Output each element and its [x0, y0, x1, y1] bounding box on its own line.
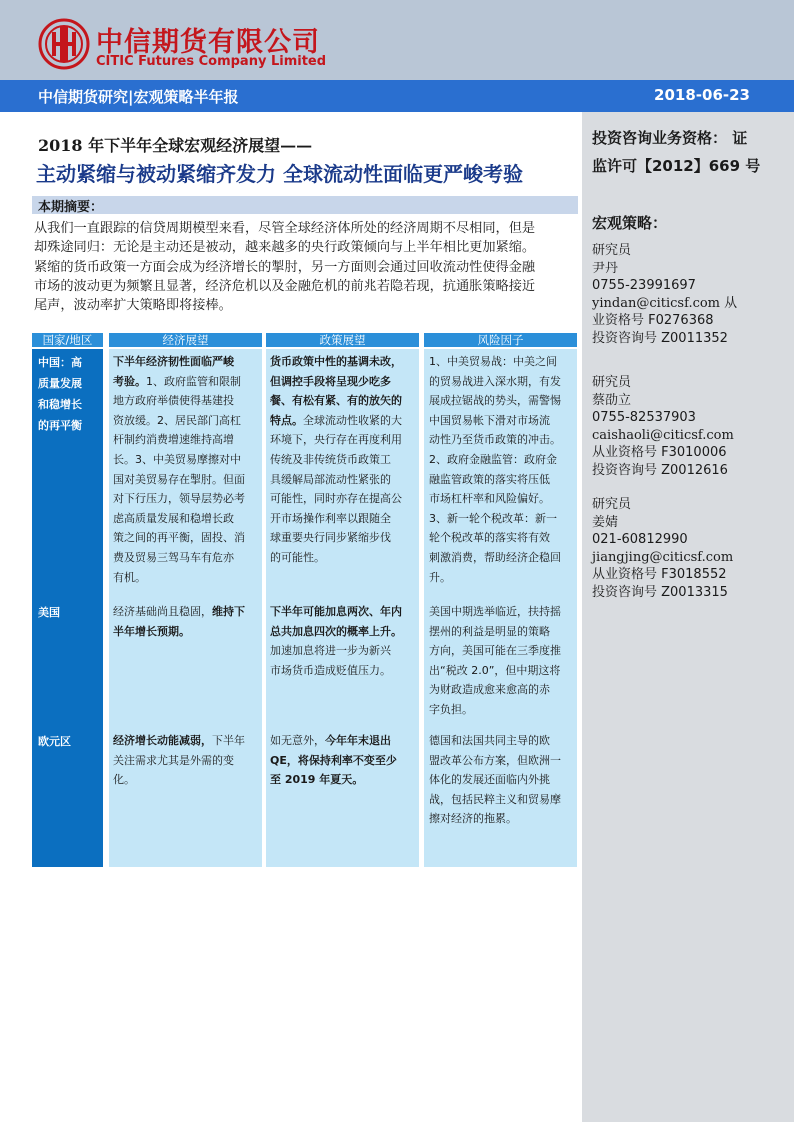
region-line: 欧元区 [38, 735, 71, 748]
cell-text: 环境下，央行存在再度利用 [270, 433, 402, 447]
cell-text: 轮个税改革的落实将有效 [429, 531, 550, 545]
cell-line [113, 411, 260, 431]
cell-text: 擦对经济的拖累。 [429, 812, 517, 826]
cell-text: 字负担。 [429, 702, 473, 716]
cell-text: 全球流动性收紧的大 [303, 413, 402, 427]
cell-line [429, 661, 576, 681]
region-line: 美国 [38, 606, 60, 619]
analyst-name: 姜婧 [592, 514, 619, 530]
cell-line [429, 470, 576, 490]
economy-cell [113, 352, 260, 587]
cell-line [429, 790, 576, 810]
analyst-phone: 0755-82537903 [592, 410, 696, 425]
cell-line [429, 622, 576, 642]
report-title: 主动紧缩与被动紧缩齐发力 全球流动性面临更严峻考验 [36, 162, 523, 186]
cell-text: 展成拉锯战的势头，需警惕 [429, 394, 561, 408]
cell-line [429, 450, 576, 470]
table-header-region: 国家/地区 [32, 333, 103, 347]
economy-cell [113, 602, 260, 641]
cell-text: 资放缓。2、居民部门高杠 [113, 413, 241, 427]
risk-cell [429, 602, 576, 720]
company-name-cn: 中信期货有限公司 [96, 27, 320, 58]
cell-line [429, 809, 576, 829]
cell-line [429, 489, 576, 509]
cell-text: 化。 [113, 773, 135, 787]
bold-text: 今年年末退出 [325, 734, 391, 747]
table-header-risk: 风险因子 [424, 333, 577, 347]
cell-line [270, 372, 417, 392]
cell-line [270, 352, 417, 372]
table-header-policy: 政策展望 [266, 333, 419, 347]
cell-line [270, 548, 417, 568]
analyst-email[interactable]: jiangjing@citicsf.com [592, 549, 734, 565]
cell-text: 加速加息将进一步为新兴 [270, 644, 391, 658]
analyst-email[interactable]: yindan@citicsf.com 从 [592, 295, 738, 311]
region-line: 和稳增长 [38, 398, 82, 411]
cell-line [113, 602, 260, 622]
report-series: 中信期货研究|宏观策略半年报 [38, 88, 239, 106]
abstract-line: 市场的波动更为频繁且显著，经济危机以及金融危机的前兆若隐若现，抗通胀策略接近 [34, 278, 536, 294]
abstract-line: 却殊途同归：无论是主动还是被动，越来越多的央行政策倾向与上半年相比更加紧缩。 [34, 240, 536, 256]
analyst-license: 从业资格号 F3018552 [592, 567, 727, 582]
cell-text: 地方政府举债使得基建投 [113, 394, 234, 408]
policy-cell [270, 352, 417, 568]
cell-line [113, 470, 260, 490]
region-cell [38, 352, 100, 436]
cell-line [270, 641, 417, 661]
cell-text: 美国中期选举临近，扶持摇 [429, 605, 561, 618]
cell-line [270, 751, 417, 771]
cell-text: 市场杠杆率和风险偏好。 [429, 492, 550, 506]
cell-text: 费及贸易三驾马车有危亦 [113, 550, 234, 564]
cell-line [113, 568, 260, 588]
policy-cell [270, 731, 417, 790]
cell-text: 市场货币造成贬值压力。 [270, 663, 391, 677]
cell-text: 长。3、中美贸易摩擦对中 [113, 452, 241, 466]
abstract-line: 紧缩的货币政策一方面会成为经济增长的掣肘，另一方面则会通过回收流动性使得金融 [34, 259, 536, 275]
cell-line [113, 450, 260, 470]
cell-text: 国对美贸易存在掣肘。但面 [113, 472, 245, 486]
cell-line [113, 528, 260, 548]
cell-line [429, 751, 576, 771]
region-cell [38, 602, 100, 623]
cell-text: 德国和法国共同主导的欧 [429, 734, 550, 747]
citic-logo-icon [38, 18, 90, 70]
cell-line [270, 470, 417, 490]
cell-text: 方向，美国可能在三季度推 [429, 644, 561, 658]
cell-line [429, 641, 576, 661]
cell-line [429, 548, 576, 568]
cell-text: 摆州的利益是明显的策略 [429, 624, 550, 638]
cell-line [113, 489, 260, 509]
cell-text: 下半年 [212, 734, 245, 747]
cell-line [270, 509, 417, 529]
abstract-label: 本期摘要： [38, 200, 104, 215]
cell-text: 关注需求尤其是外需的变 [113, 753, 234, 767]
abstract-text [34, 219, 578, 315]
abstract-bar [32, 196, 578, 214]
analyst-role: 研究员 [592, 375, 632, 390]
cell-text: 的可能性。 [270, 550, 325, 564]
analyst-card [592, 496, 782, 601]
analyst-email[interactable]: caishaoli@citicsf.com [592, 427, 734, 443]
qualification-line: 监许可【2012】669 号 [592, 157, 761, 175]
bold-text: 考验。 [113, 374, 146, 388]
cell-line [429, 731, 576, 751]
bold-text: 餐、有松有紧、有的放矢的 [270, 394, 402, 408]
region-line: 中国：高 [38, 356, 82, 369]
cell-text: 升。 [429, 570, 451, 584]
cell-text: 策之间的再平衡，固投、消 [113, 531, 245, 545]
cell-line [113, 622, 260, 642]
cell-line [270, 661, 417, 681]
cell-text: 为财政造成愈来愈高的赤 [429, 683, 550, 697]
cell-text: 的贸易战进入深水期，有发 [429, 374, 561, 388]
cell-line [270, 770, 417, 790]
analyst-role: 研究员 [592, 243, 632, 258]
bold-text: 特点。 [270, 413, 303, 427]
cell-text: 动性乃至货币政策的冲击。 [429, 433, 561, 447]
cell-line [113, 509, 260, 529]
cell-text: 1、中美贸易战：中美之间 [429, 355, 557, 368]
cell-text: 如无意外， [270, 734, 325, 747]
cell-line [429, 430, 576, 450]
analyst-phone: 0755-23991697 [592, 278, 696, 293]
cell-line [429, 391, 576, 411]
cell-text: 具缓解局部流动性紧张的 [270, 472, 391, 486]
cell-text: 盟改革公布方案，但欧洲一 [429, 753, 561, 767]
cell-line [429, 568, 576, 588]
cell-line [429, 700, 576, 720]
cell-line [270, 528, 417, 548]
cell-line [113, 391, 260, 411]
cell-line [270, 391, 417, 411]
company-name-en: CITIC Futures Company Limited [96, 54, 327, 69]
cell-line [270, 450, 417, 470]
analyst-name: 尹丹 [592, 260, 619, 276]
abstract-line: 从我们一直跟踪的信贷周期模型来看，尽管全球经济体所处的经济周期不尽相同，但是 [34, 221, 536, 236]
cell-text: 2、政府金融监管：政府金 [429, 452, 557, 466]
cell-text: 体化的发展还面临内外挑 [429, 773, 550, 787]
analyst-license: 从业资格号 F3010006 [592, 445, 727, 460]
cell-text: 出“税改 2.0”，但中期这将 [429, 663, 561, 677]
cell-line [429, 770, 576, 790]
cell-text: 战，包括民粹主义和贸易摩 [429, 792, 561, 806]
cell-line [429, 509, 576, 529]
analyst-consult-no: 投资咨询号 Z0013315 [592, 584, 728, 600]
cell-line [270, 731, 417, 751]
bold-text: 货币政策中性的基调未改， [270, 355, 402, 368]
analyst-card [592, 374, 782, 479]
cell-text: 中国贸易帐下滑对市场流 [429, 413, 550, 427]
analyst-consult-no: 投资咨询号 Z0012616 [592, 462, 728, 478]
cell-line [113, 430, 260, 450]
region-cell [38, 731, 100, 752]
cell-line [429, 352, 576, 372]
sidebar-heading: 宏观策略： [592, 214, 668, 232]
cell-line [270, 489, 417, 509]
cell-text: 传统及非传统货币政策工 [270, 452, 391, 466]
bold-text: 经济增长动能减弱， [113, 734, 212, 747]
bold-text: 至 2019 年夏天。 [270, 773, 364, 787]
cell-text: 对下行压力，领导层势必考 [113, 492, 245, 506]
cell-line [113, 372, 260, 392]
cell-line [429, 411, 576, 431]
cell-text: 融监管政策的落实将压低 [429, 472, 550, 486]
cell-text: 经济基础尚且稳固， [113, 605, 212, 618]
cell-line [429, 602, 576, 622]
analyst-consult-no: 投资咨询号 Z0011352 [592, 330, 728, 346]
cell-line [270, 602, 417, 622]
cell-line [429, 372, 576, 392]
risk-cell [429, 352, 576, 587]
cell-text: 可能性，同时亦存在提高公 [270, 492, 402, 506]
region-line: 质量发展 [38, 377, 82, 390]
risk-cell [429, 731, 576, 829]
report-date: 2018-06-23 [654, 86, 750, 104]
bold-text: QE，将保持利率不变至少 [270, 753, 397, 767]
bold-text: 下半年可能加息两次、年内 [270, 605, 402, 618]
cell-text: 刺激消费，帮助经济企稳回 [429, 550, 561, 564]
policy-cell [270, 602, 417, 680]
abstract-line: 尾声，波动率扩大策略即将接棒。 [34, 298, 232, 314]
table-header-economy: 经济展望 [109, 333, 262, 347]
cell-text: 开市场操作利率以跟随全 [270, 511, 391, 525]
region-line: 的再平衡 [38, 419, 82, 432]
bold-text: 但调控手段将呈现少吃多 [270, 374, 391, 388]
cell-line [113, 548, 260, 568]
cell-line [429, 680, 576, 700]
economy-cell [113, 731, 260, 790]
cell-line [270, 622, 417, 642]
analyst-name: 蔡劭立 [592, 392, 632, 408]
cell-line [113, 770, 260, 790]
analyst-role: 研究员 [592, 497, 632, 512]
cell-text: 有机。 [113, 570, 146, 584]
bold-text: 维持下 [212, 605, 245, 618]
bold-text: 下半年经济韧性面临严峻 [113, 355, 234, 368]
cell-text: 虑高质量发展和稳增长政 [113, 511, 234, 525]
cell-line [113, 731, 260, 751]
cell-line [429, 528, 576, 548]
analyst-phone: 021-60812990 [592, 532, 688, 547]
cell-text: 杆制约消费增速维持高增 [113, 433, 234, 447]
cell-text: 3、新一轮个税改革：新一 [429, 511, 557, 525]
cell-text: 1、政府监管和限制 [146, 374, 241, 388]
analyst-license: 业资格号 F0276368 [592, 313, 714, 328]
report-title-prefix: 2018 年下半年全球宏观经济展望—— [38, 136, 313, 155]
analyst-card [592, 242, 782, 347]
cell-line [270, 411, 417, 431]
bold-text: 总共加息四次的概率上升。 [270, 624, 402, 638]
cell-line [113, 751, 260, 771]
bold-text: 半年增长预期。 [113, 624, 190, 638]
cell-text: 球重要央行同步紧缩步伐 [270, 531, 391, 545]
cell-line [270, 430, 417, 450]
cell-line [113, 352, 260, 372]
qualification [592, 124, 788, 180]
qualification-line: 投资咨询业务资格： 证 [592, 129, 748, 147]
